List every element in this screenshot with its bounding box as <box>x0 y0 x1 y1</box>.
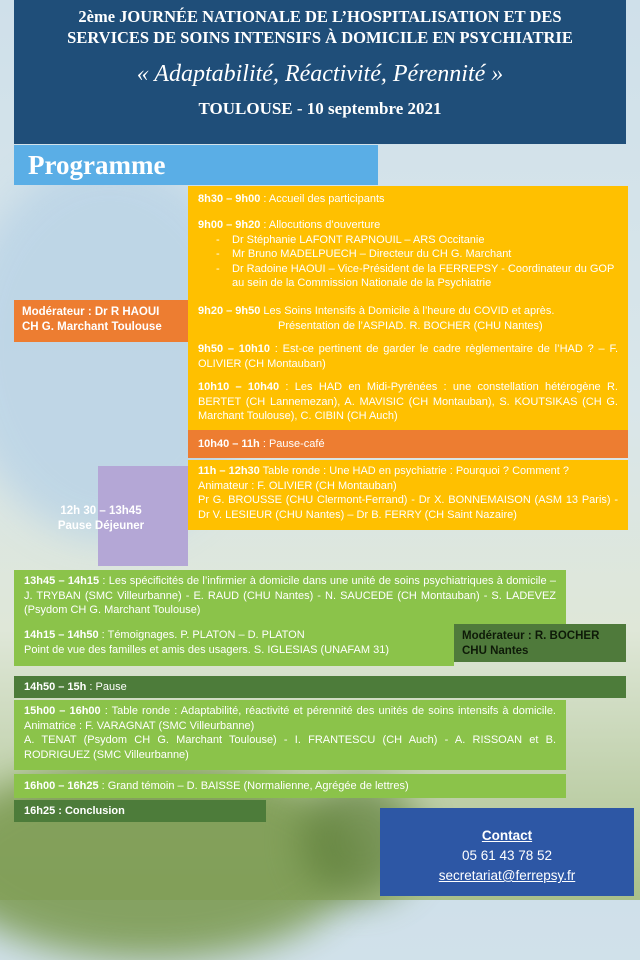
session-had-midi-pyrenees: 10h10 – 10h40 : Les HAD en Midi-Pyrénées : une constellation hétérogène R. BERTET (CH Lannemezan), A. MAVISIC (CH Montauban), S. KOUTSIKAS (CH G. Marchant Toulouse), C. CIBIN (CH Auch) <box>188 376 628 430</box>
moderator-morning: Modérateur : Dr R HAOUI CH G. Marchant Toulouse <box>14 300 188 342</box>
event-tagline: « Adaptabilité, Réactivité, Pérennité » <box>136 61 504 87</box>
event-title: 2ème JOURNÉE NATIONALE DE L’HOSPITALISATION ET DES SERVICES DE SOINS INTENSIFS À DOMICILE EN PSYCHIATRIE <box>67 7 573 47</box>
session-accueil: 8h30 – 9h00 : Accueil des participants <box>188 186 628 214</box>
contact-box <box>380 808 634 896</box>
session-pause: 14h50 – 15h : Pause <box>14 676 626 698</box>
session-allocutions: 9h00 – 9h20 : Allocutions d’ouverture - Dr Stéphanie LAFONT RAPNOUIL – ARS Occitanie - Mr Bruno MADELPUECH – Directeur du CH G. Marchant - Dr Radoine HAOUI – Vice-Président de la FERREPSY - Coordinateur du GOP au sein de la Commission Nationale de la Psychiatrie <box>188 214 628 300</box>
lunch-break-label: 12h 30 – 13h45 Pause Déjeuner <box>57 505 145 532</box>
session-table-ronde-adaptabilite: 15h00 – 16h00 : Table ronde : Adaptabilité, réactivité et pérennité des unités de soins intensifs à domicile. Animatrice : F. VARAGNAT (SMC Villeurbanne) A. TENAT (Psydom CH G. Marchant Toulouse) - I. FRANTESCU (CH Auch) - A. RISSOAN et B. RODRIGUEZ (SMC Villeurbanne) <box>14 700 566 770</box>
moderator-afternoon: Modérateur : R. BOCHER CHU Nantes <box>454 624 626 662</box>
contact-email-link[interactable]: secretariat@ferrepsy.fr <box>438 868 576 883</box>
session-covid: 9h20 – 9h50 Les Soins Intensifs à Domicile à l’heure du COVID et après. Présentation de l’ASPIAD. R. BOCHER (CHU Nantes) <box>188 300 628 338</box>
list-item: - Dr Stéphanie LAFONT RAPNOUIL – ARS Occitanie <box>232 233 618 248</box>
programme-title: Programme <box>14 145 378 185</box>
session-grand-temoin: 16h00 – 16h25 : Grand témoin – D. BAISSE (Normalienne, Agrégée de lettres) <box>14 774 566 798</box>
session-infirmier-domicile: 13h45 – 14h15 : Les spécificités de l’infirmier à domicile dans une unité de soins psychiatriques à domicile – J. TRYBAN (SMC Villeurbanne) - E. RAUD (CHU Nantes) - N. SAUCEDE (CH Montauban) - S. LADEVEZ (Psydom CH G. Marchant Toulouse) <box>14 570 566 624</box>
session-cadre-had: 9h50 – 10h10 : Est-ce pertinent de garder le cadre règlementaire de l’HAD ? – F. OLIVIER (CH Montauban) <box>188 338 628 376</box>
contact-phone: 05 61 43 78 52 <box>461 848 553 863</box>
session-temoignages: 14h15 – 14h50 : Témoignages. P. PLATON – D. PLATON Point de vue des familles et amis des usagers. S. IGLESIAS (UNAFAM 31) <box>14 624 454 666</box>
list-item: - Dr Radoine HAOUI – Vice-Président de la FERREPSY - Coordinateur du GOP au sein de la Commission Nationale de la Psychiatrie <box>232 262 618 291</box>
event-location-date: TOULOUSE - 10 septembre 2021 <box>198 99 442 118</box>
session-table-ronde-had: 11h – 12h30 Table ronde : Une HAD en psychiatrie : Pourquoi ? Comment ? Animateur : F. OLIVIER (CH Montauban) Pr G. BROUSSE (CHU Clermont-Ferrand) - Dr X. BONNEMAISON (ASM 13 Paris) - Dr V. LESIEUR (CHU Nantes) – Dr B. FERRY (CH Saint Nazaire) <box>188 460 628 530</box>
contact-title: Contact <box>481 828 533 843</box>
speaker-list <box>198 233 618 291</box>
session-conclusion: 16h25 : Conclusion <box>14 800 266 822</box>
session-pause-cafe: 10h40 – 11h : Pause-café <box>188 430 628 458</box>
list-item: - Mr Bruno MADELPUECH – Directeur du CH G. Marchant <box>232 247 618 262</box>
event-header <box>14 0 626 144</box>
